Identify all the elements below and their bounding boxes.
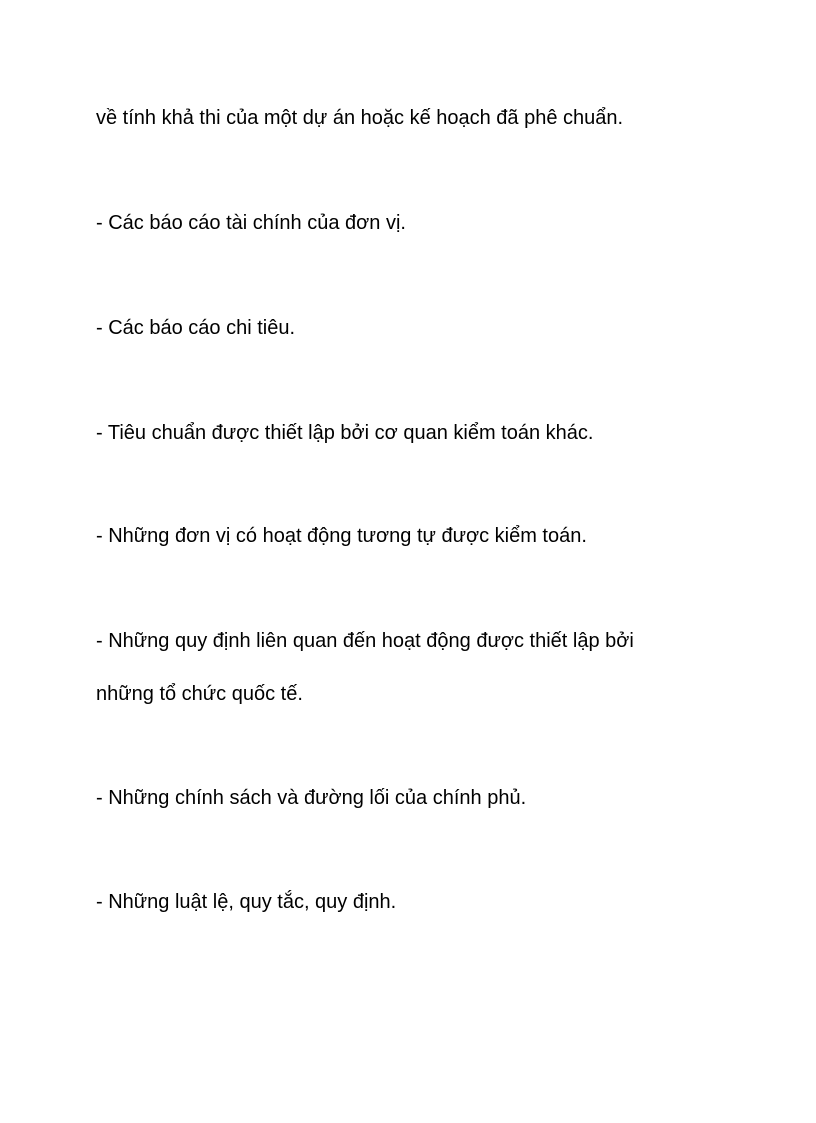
list-item-international-regulations: - Những quy định liên quan đến hoạt động được thiết lập bởi — [96, 630, 634, 652]
continuation-paragraph: về tính khả thi của một dự án hoặc kế hoạch đã phê chuẩn. — [96, 107, 624, 129]
list-item-expenditure-reports: - Các báo cáo chi tiêu. — [96, 317, 295, 339]
list-item-similar-units: - Những đơn vị có hoạt động tương tự được kiểm toán. — [96, 525, 587, 547]
list-item-international-regulations-continued: những tổ chức quốc tế. — [96, 683, 303, 705]
list-item-laws-rules: - Những luật lệ, quy tắc, quy định. — [96, 891, 397, 913]
list-item-government-policies: - Những chính sách và đường lối của chính phủ. — [96, 787, 527, 809]
list-item-financial-reports: - Các báo cáo tài chính của đơn vị. — [96, 212, 406, 234]
list-item-audit-standards: - Tiêu chuẩn được thiết lập bởi cơ quan kiểm toán khác. — [96, 422, 594, 444]
